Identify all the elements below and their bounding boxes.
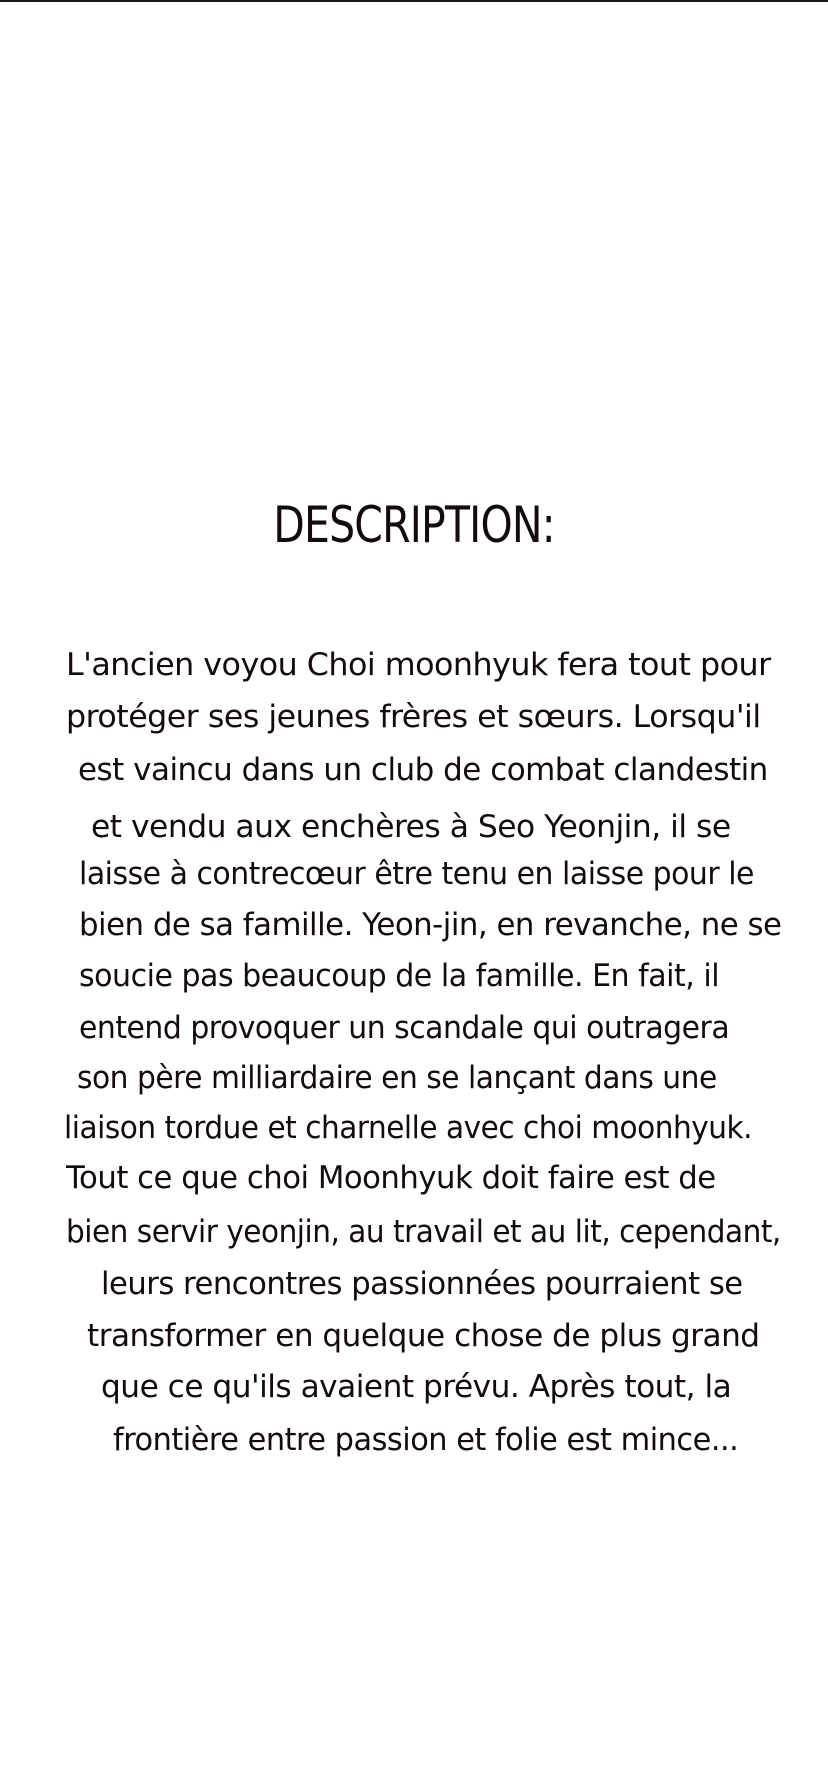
description-line: L'ancien voyou Choi moonhyuk fera tout pour — [66, 647, 771, 683]
description-line: soucie pas beaucoup de la famille. En fait, il — [79, 958, 720, 994]
description-line: est vaincu dans un club de combat clandestin — [78, 752, 768, 788]
description-line: protéger ses jeunes frères et sœurs. Lorsqu'il — [66, 699, 761, 735]
description-line: que ce qu'ils avaient prévu. Après tout, la — [101, 1369, 732, 1405]
description-line: entend provoquer un scandale qui outragera — [79, 1010, 730, 1046]
description-line: frontière entre passion et folie est mince... — [113, 1422, 739, 1458]
page-title: DESCRIPTION: — [273, 496, 555, 554]
top-divider — [0, 0, 828, 2]
description-line: laisse à contrecœur être tenu en laisse pour le — [79, 856, 754, 892]
description-line: liaison tordue et charnelle avec choi moonhyuk. — [64, 1110, 753, 1146]
description-line: son père milliardaire en se lançant dans une — [77, 1060, 717, 1096]
description-line: et vendu aux enchères à Seo Yeonjin, il se — [91, 809, 731, 845]
description-line: Tout ce que choi Moonhyuk doit faire est de — [66, 1160, 716, 1196]
description-line: leurs rencontres passionnées pourraient se — [101, 1266, 743, 1302]
description-line: bien de sa famille. Yeon-jin, en revanche, ne se — [79, 907, 782, 943]
description-line: transformer en quelque chose de plus grand — [87, 1318, 760, 1354]
description-line: bien servir yeonjin, au travail et au lit, cependant, — [66, 1214, 781, 1250]
